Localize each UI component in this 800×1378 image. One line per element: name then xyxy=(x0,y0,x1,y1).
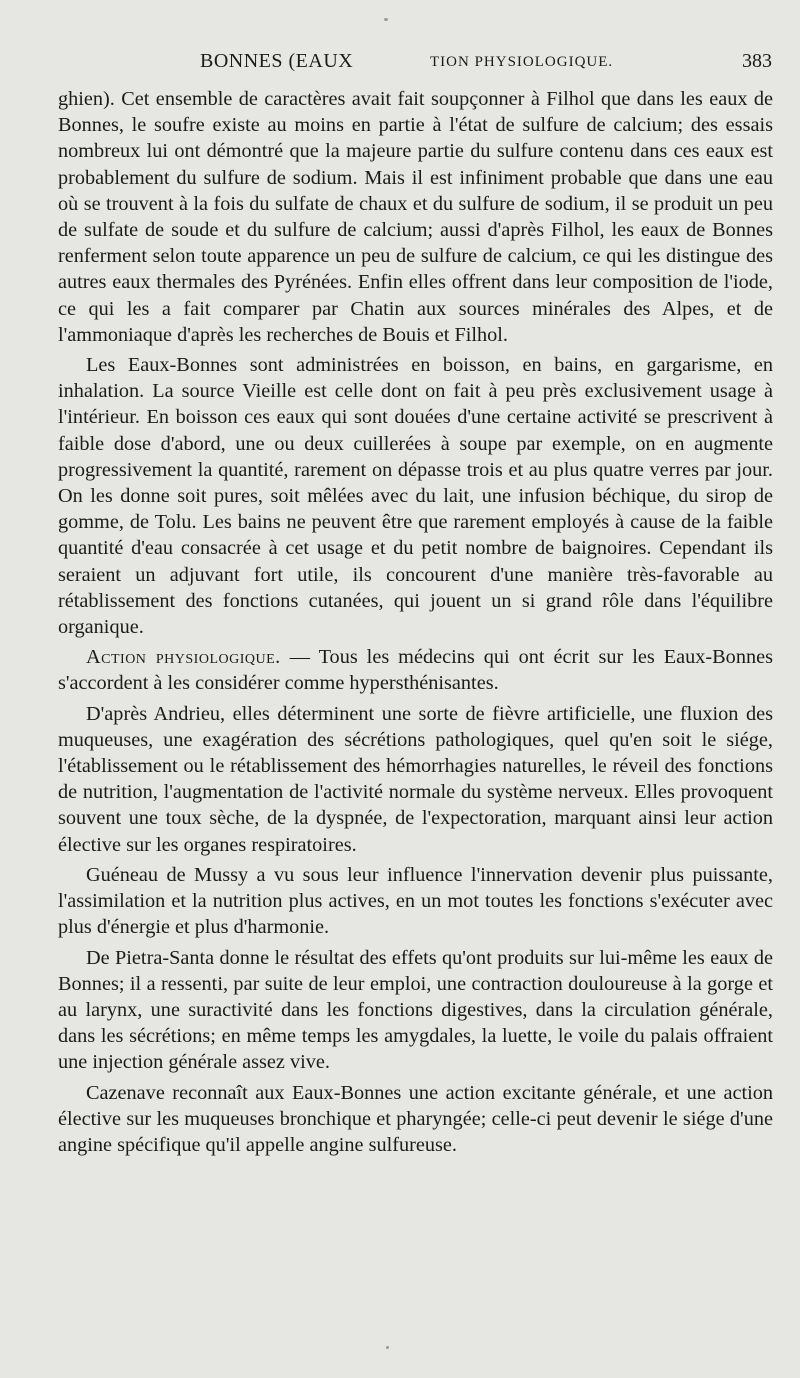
paragraph: Guéneau de Mussy a vu sous leur influence l'innervation devenir plus puissante, l'assimilation et la nutrition plus actives, en un mot toutes les fonctions s'exécuter avec plus d'énergie et plus d'harmonie. xyxy=(58,863,773,939)
header-section: TION PHYSIOLOGIQUE. xyxy=(430,54,614,70)
print-speck xyxy=(384,18,388,21)
paragraph: D'après Andrieu, elles déterminent une sorte de fièvre artificielle, une fluxion des muqueuses, une exagération des sécrétions pathologiques, quel qu'en soit le siége, l'établissement ou le rétablissement des hémorrhagies naturelles, le réveil des fonctions de nutrition, l'augmentation de l'activité normale du système nerveux. Elles provoquent souvent une toux sèche, de la dyspnée, de l'expectoration, marquant ainsi leur action élective sur les organes respiratoires. xyxy=(58,702,773,856)
page-number: 383 xyxy=(742,50,772,72)
paragraph-text: — Tous les médecins qui ont écrit sur les Eaux-Bonnes s'accordent à les considérer comme hypersthénisantes. xyxy=(58,646,773,695)
print-speck xyxy=(386,1346,389,1349)
paragraph: Les Eaux-Bonnes sont administrées en boisson, en bains, en gargarisme, en inhalation. La source Vieille est celle dont on fait à peu près exclusivement usage à l'intérieur. En boisson ces eaux qui sont douées d'une certaine activité se prescrivent à faible dose d'abord, une ou deux cuillerées à soupe par exemple, on en augmente progressivement la quantité, rarement on dépasse trois et au plus quatre verres par jour. On les donne soit pures, soit mêlées avec du lait, une infusion béchique, du sirop de gomme, de Tolu. Les bains ne peuvent être que rarement employés à cause de la faible quantité d'eau consacrée à cet usage et du petit nombre de baignoires. Cependant ils seraient un adjuvant fort utile, ils concourent d'une manière très-favorable au rétablissement des fonctions cutanées, qui jouent un si grand rôle dans l'équilibre organique. xyxy=(58,354,773,639)
paragraph: ghien). Cet ensemble de caractères avait fait soupçonner à Filhol que dans les eaux de Bonnes, le soufre existe au moins en partie à l'état de sulfure de calcium; des essais nombreux lui ont démontré que la majeure partie du sulfure contenu dans ces eaux est probablement du sulfure de sodium. Mais il est infiniment probable que dans une eau où se trouvent à la fois du sulfate de chaux et du sulfure de sodium, il se produit un peu de sulfate de soude et du sulfure de calcium; aussi d'après Filhol, les eaux de Bonnes renferment selon toute apparence un peu de sulfure de calcium, ce qui les distingue des autres eaux thermales des Pyrénées. Enfin elles offrent dans leur composition de l'iode, ce qui les a fait comparer par Chatin aux sources minérales des Alpes, et de l'ammoniaque d'après les recherches de Bouis et Filhol. xyxy=(58,88,773,346)
body-text xyxy=(58,86,773,1162)
paragraph: Cazenave reconnaît aux Eaux-Bonnes une action excitante générale, et une action élective sur les muqueuses bronchique et pharyngée; celle-ci peut devenir le siége d'une angine spécifique qu'il appelle angine sulfureuse. xyxy=(58,1081,773,1156)
paragraph xyxy=(58,644,773,696)
paragraph: De Pietra-Santa donne le résultat des effets qu'ont produits sur lui-même les eaux de Bonnes; il a ressenti, par suite de leur emploi, une contraction douloureuse à la gorge et au larynx, une suractivité dans les fonctions digestives, dans la circulation générale, dans les sécrétions; en même temps les amygdales, la luette, le voile du palais offraient une injection générale assez vive. xyxy=(58,946,773,1074)
section-heading: Action physiologique. xyxy=(86,646,281,669)
running-header xyxy=(60,50,772,82)
header-title: BONNES (EAUX xyxy=(200,50,354,72)
